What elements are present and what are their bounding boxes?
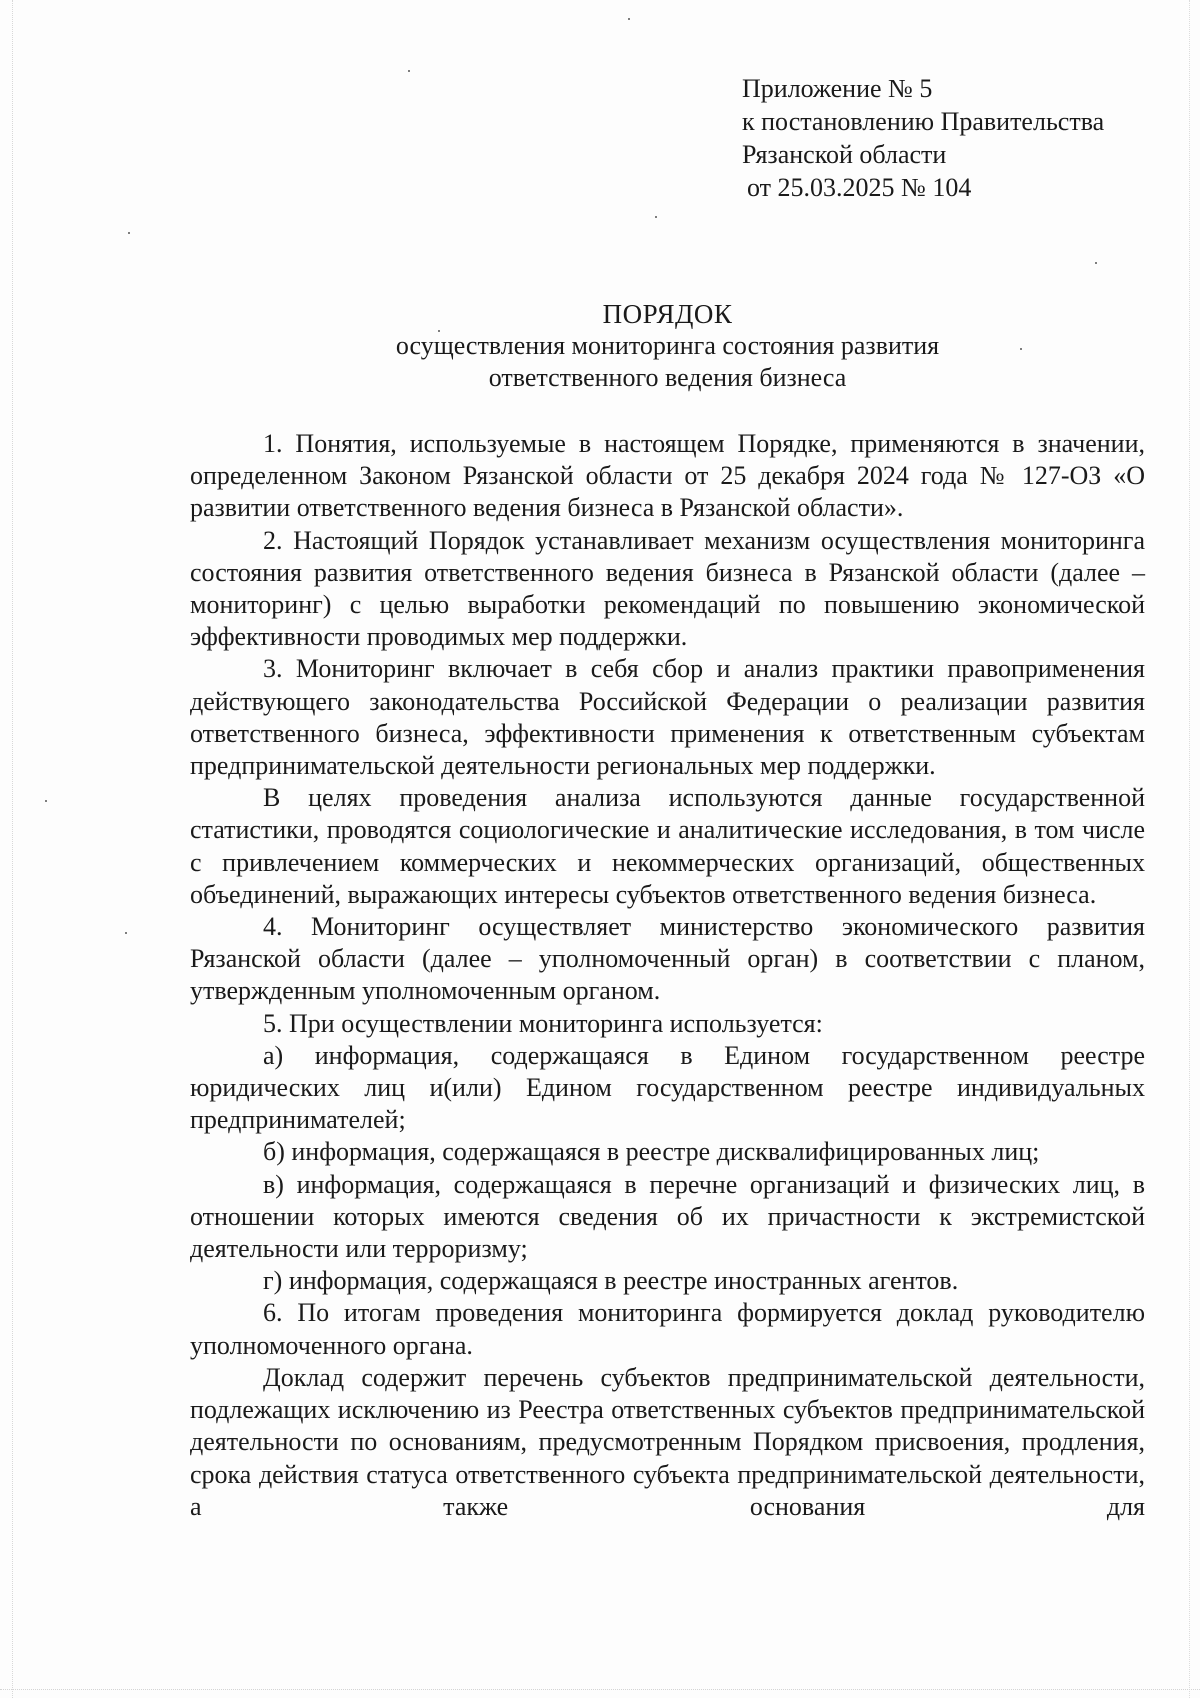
scan-edge-left	[12, 0, 13, 1698]
appendix-reference: к постановлению Правительства	[742, 107, 1105, 136]
scan-speck	[128, 232, 130, 234]
document-subtitle-line2: ответственного ведения бизнеса	[488, 363, 847, 392]
appendix-date: от 25.03.2025 № 104	[747, 173, 972, 202]
paragraph-4: 4. Мониторинг осуществляет министерство экономического развития Рязанской области (далее – уполномоченный орган) в соответствии с планом, утвержденным уполномоченным органом.	[190, 912, 1145, 1006]
paragraph-3: 3. Мониторинг включает в себя сбор и анализ практики правоприменения действующего законодательства Российской Федерации о реализации развития ответственного бизнеса, эффективности применения к ответственным субъектам предпринимательской деятельности региональных мер поддержки.	[190, 654, 1145, 781]
scan-speck	[1095, 262, 1097, 264]
paragraph-3-analysis: В целях проведения анализа используются данные государственной статистики, проводятся социологические и аналитические исследования, в том числе с привлечением коммерческих и некоммерческих организаций, общественных объединений, выражающих интересы субъектов ответственного ведения бизнеса.	[190, 783, 1145, 909]
scan-edge-bottom	[0, 1689, 1200, 1690]
document-title: ПОРЯДОК	[602, 299, 733, 329]
scan-speck	[408, 70, 410, 72]
scan-speck	[628, 18, 630, 20]
scan-speck	[655, 216, 657, 218]
appendix-number: Приложение № 5	[742, 74, 933, 103]
appendix-region: Рязанской области	[742, 140, 947, 169]
paragraph-1: 1. Понятия, используемые в настоящем Порядке, применяются в значении, определенном Законом Рязанской области от 25 декабря 2024 года № 127-ОЗ «О развитии ответственного ведения бизнеса в Рязанской области».	[190, 429, 1145, 523]
list-item-a: а) информация, содержащаяся в Едином государственном реестре юридических лиц и(или) Едином государственном реестре индивидуальных предпринимателей;	[190, 1040, 1145, 1135]
paragraph-6-report: Доклад содержит перечень субъектов предпринимательской деятельности, подлежащих исключению из Реестра ответственных субъектов предпринимательской деятельности по основаниям, предусмотренным Порядком присвоения, продления, срока действия статуса ответственного субъекта предпринимательской деятельности, а также основания для	[190, 1362, 1145, 1521]
scan-edge-right	[1189, 0, 1190, 1698]
paragraph-6: 6. По итогам проведения мониторинга формируется доклад руководителю уполномоченного органа.	[190, 1298, 1145, 1360]
document-subtitle-line1: осуществления мониторинга состояния развития	[395, 331, 940, 360]
scan-speck	[45, 800, 47, 802]
document-heading	[190, 298, 1145, 394]
paragraph-2: 2. Настоящий Порядок устанавливает механизм осуществления мониторинга состояния развития ответственного ведения бизнеса в Рязанской области (далее – мониторинг) с целью выработки рекомендаций по повышению экономической эффективности проводимых мер поддержки.	[190, 525, 1145, 652]
list-item-g: г) информация, содержащаяся в реестре иностранных агентов.	[263, 1266, 959, 1296]
list-item-b: б) информация, содержащаяся в реестре дисквалифицированных лиц;	[263, 1137, 1040, 1167]
appendix-header	[742, 72, 1182, 204]
list-item-v: в) информация, содержащаяся в перечне организаций и физических лиц, в отношении которых имеются сведения об их причастности к экстремистской деятельности или терроризму;	[190, 1169, 1145, 1264]
document-body	[190, 428, 1145, 1523]
paragraph-5: 5. При осуществлении мониторинга используется:	[263, 1008, 823, 1038]
scan-speck	[125, 932, 127, 934]
